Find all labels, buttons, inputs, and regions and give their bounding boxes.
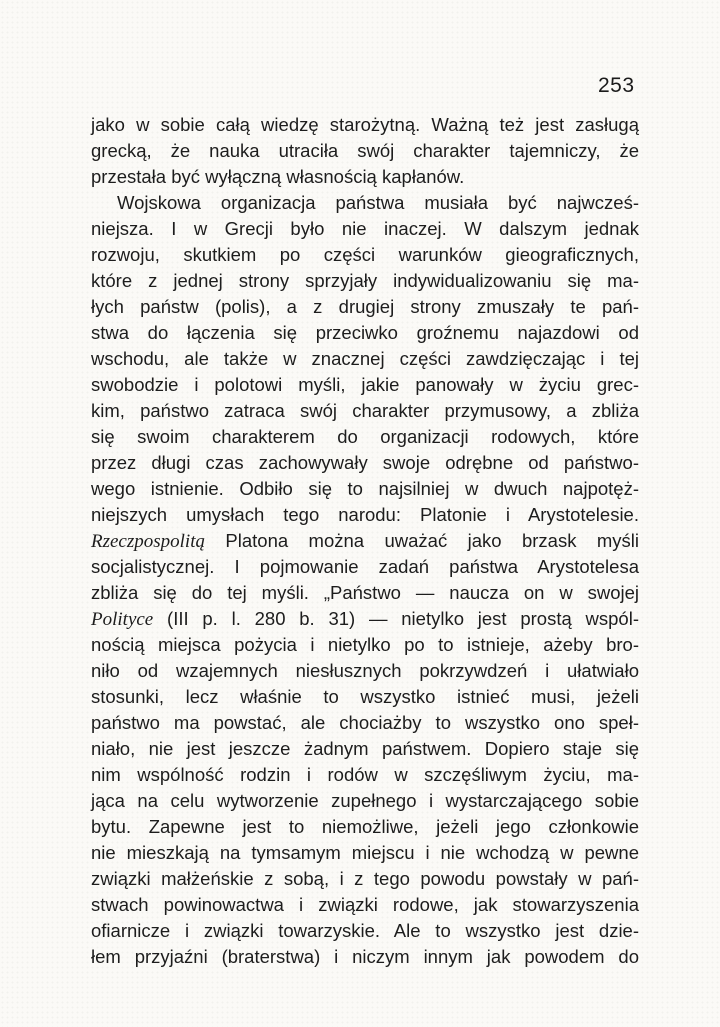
italic-title: Polityce	[91, 609, 154, 630]
text-line: nością miejsca pożycia i nietylko po to istnieje, ażeby bro-	[91, 634, 639, 655]
text-line: zbliża się do tej myśli. „Państwo — naucza on w swojej	[91, 582, 639, 603]
text-line: stosunki, lecz właśnie to wszystko istnieć musi, jeżeli	[91, 686, 639, 707]
body-text	[91, 112, 639, 970]
page-number: 253	[598, 74, 635, 97]
italic-title: Rzeczpospolitą	[91, 531, 205, 552]
text-line: przestała być wyłączną własnością kapłanów.	[91, 166, 465, 187]
text-line: niało, nie jest jeszcze żadnym państwem. Dopiero staje się	[91, 738, 639, 759]
text-line: nie mieszkają na tymsamym miejscu i nie wchodzą w pewne	[91, 842, 639, 863]
text-line: socjalistycznej. I pojmowanie zadań państwa Arystotelesa	[91, 556, 639, 577]
line-rest: Platona można uważać jako brzask myśli	[205, 530, 639, 551]
text-line: swobodzie i polotowi myśli, jakie panowały w życiu grec-	[91, 374, 639, 395]
text-line: państwo ma powstać, ale chociażby to wszystko ono speł-	[91, 712, 639, 733]
text-line: związki małżeńskie z sobą, i z tego powodu powstały w pań-	[91, 868, 639, 889]
text-line: niejsza. I w Grecji było nie inaczej. W dalszym jednak	[91, 218, 639, 239]
text-line: ofiarnicze i związki towarzyskie. Ale to wszystko jest dzie-	[91, 920, 639, 941]
text-line: niejszych umysłach tego narodu: Platonie i Arystotelesie.	[91, 504, 639, 525]
text-line: grecką, że nauka utraciła swój charakter tajemniczy, że	[91, 140, 639, 161]
text-line: nim wspólność rodzin i rodów w szczęśliwym życiu, ma-	[91, 764, 639, 785]
line-rest: (III p. l. 280 b. 31) — nietylko jest prostą wspól-	[153, 608, 639, 629]
text-line: Wojskowa organizacja państwa musiała być najwcześ-	[117, 192, 639, 213]
text-line	[91, 606, 639, 632]
text-line: wschodu, ale także w znacznej części zawdzięczając i tej	[91, 348, 639, 369]
text-line	[91, 528, 639, 554]
text-line: bytu. Zapewne jest to niemożliwe, jeżeli jego członkowie	[91, 816, 639, 837]
text-line: kim, państwo zatraca swój charakter przymusowy, a zbliża	[91, 400, 639, 421]
text-line: stwa do łączenia się przeciwko groźnemu najazdowi od	[91, 322, 639, 343]
text-line: które z jednej strony sprzyjały indywidualizowaniu się ma-	[91, 270, 639, 291]
text-line: jąca na celu wytworzenie zupełnego i wystarczającego sobie	[91, 790, 639, 811]
text-line: rozwoju, skutkiem po części warunków gieograficznych,	[91, 244, 639, 265]
text-line: niło od wzajemnych niesłusznych pokrzywdzeń i ułatwiało	[91, 660, 639, 681]
text-line: wego istnienie. Odbiło się to najsilniej w dwuch najpotęż-	[91, 478, 639, 499]
text-line: łych państw (polis), a z drugiej strony zmuszały te pań-	[91, 296, 639, 317]
text-line: łem przyjaźni (braterstwa) i niczym innym jak powodem do	[91, 946, 639, 967]
text-line: przez długi czas zachowywały swoje odrębne od państwo-	[91, 452, 639, 473]
text-line: jako w sobie całą wiedzę starożytną. Ważną też jest zasługą	[91, 114, 639, 135]
text-line: stwach powinowactwa i związki rodowe, jak stowarzyszenia	[91, 894, 639, 915]
text-line: się swoim charakterem do organizacji rodowych, które	[91, 426, 639, 447]
